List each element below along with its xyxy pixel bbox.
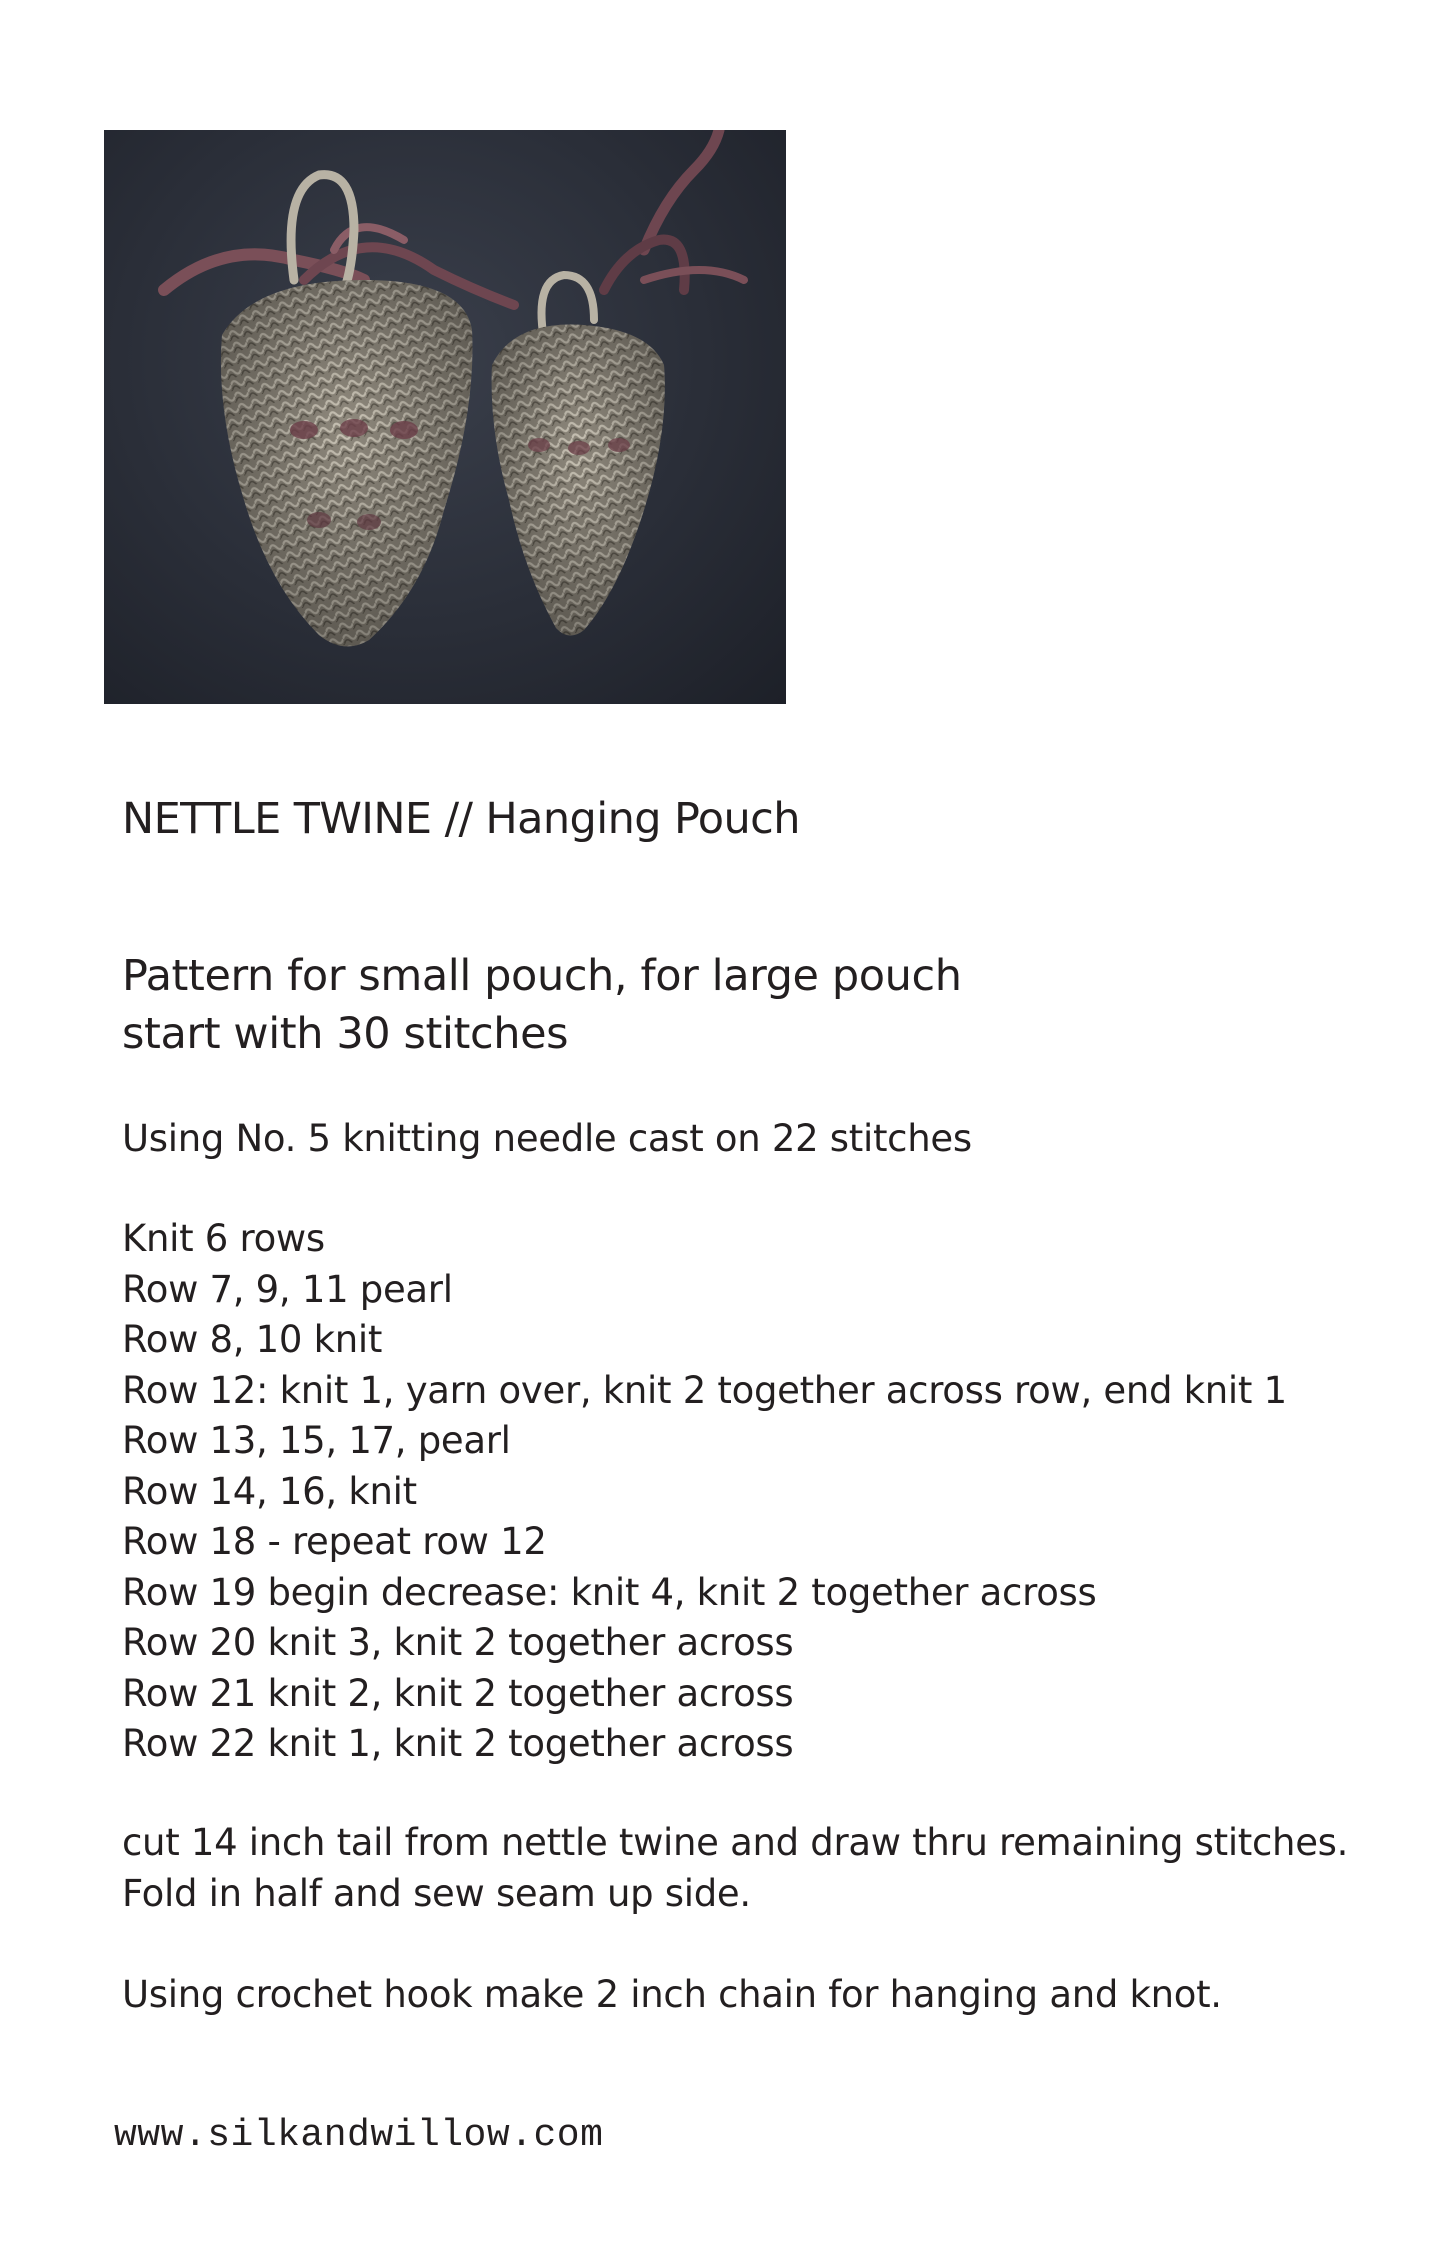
finishing-instructions <box>122 1818 1348 1919</box>
pattern-subtitle <box>122 947 962 1063</box>
website-url: www.silkandwillow.com <box>114 2114 604 2157</box>
row-instruction: Row 14, 16, knit <box>122 1469 417 1513</box>
ribbon-right <box>644 130 719 250</box>
row-instruction: Knit 6 rows <box>122 1217 325 1260</box>
row-instruction: Row 19 begin decrease: knit 4, knit 2 together across <box>122 1570 1097 1614</box>
row-instruction: Row 22 knit 1, knit 2 together across <box>122 1722 794 1765</box>
subtitle-line: Pattern for small pouch, for large pouch <box>122 951 962 1001</box>
pouch-illustration <box>104 130 786 704</box>
row-instruction: Row 13, 15, 17, pearl <box>122 1419 511 1462</box>
row-instruction: Row 21 knit 2, knit 2 together across <box>122 1671 794 1715</box>
pouch-photo <box>104 130 786 704</box>
chain-instruction: Using crochet hook make 2 inch chain for hanging and knot. <box>122 1973 1222 2016</box>
finishing-line: Fold in half and sew seam up side. <box>122 1871 751 1915</box>
cast-on-instruction: Using No. 5 knitting needle cast on 22 stitches <box>122 1117 972 1160</box>
finishing-line: cut 14 inch tail from nettle twine and draw thru remaining stitches. <box>122 1821 1349 1864</box>
row-instruction: Row 8, 10 knit <box>122 1318 383 1361</box>
row-instruction: Row 7, 9, 11 pearl <box>122 1267 453 1311</box>
row-instruction: Row 12: knit 1, yarn over, knit 2 together across row, end knit 1 <box>122 1368 1287 1412</box>
page-title: NETTLE TWINE // Hanging Pouch <box>122 794 800 844</box>
subtitle-line: start with 30 stitches <box>122 1009 569 1059</box>
row-instruction: Row 18 - repeat row 12 <box>122 1520 547 1563</box>
row-instructions <box>122 1214 1287 1770</box>
row-instruction: Row 20 knit 3, knit 2 together across <box>122 1621 794 1664</box>
